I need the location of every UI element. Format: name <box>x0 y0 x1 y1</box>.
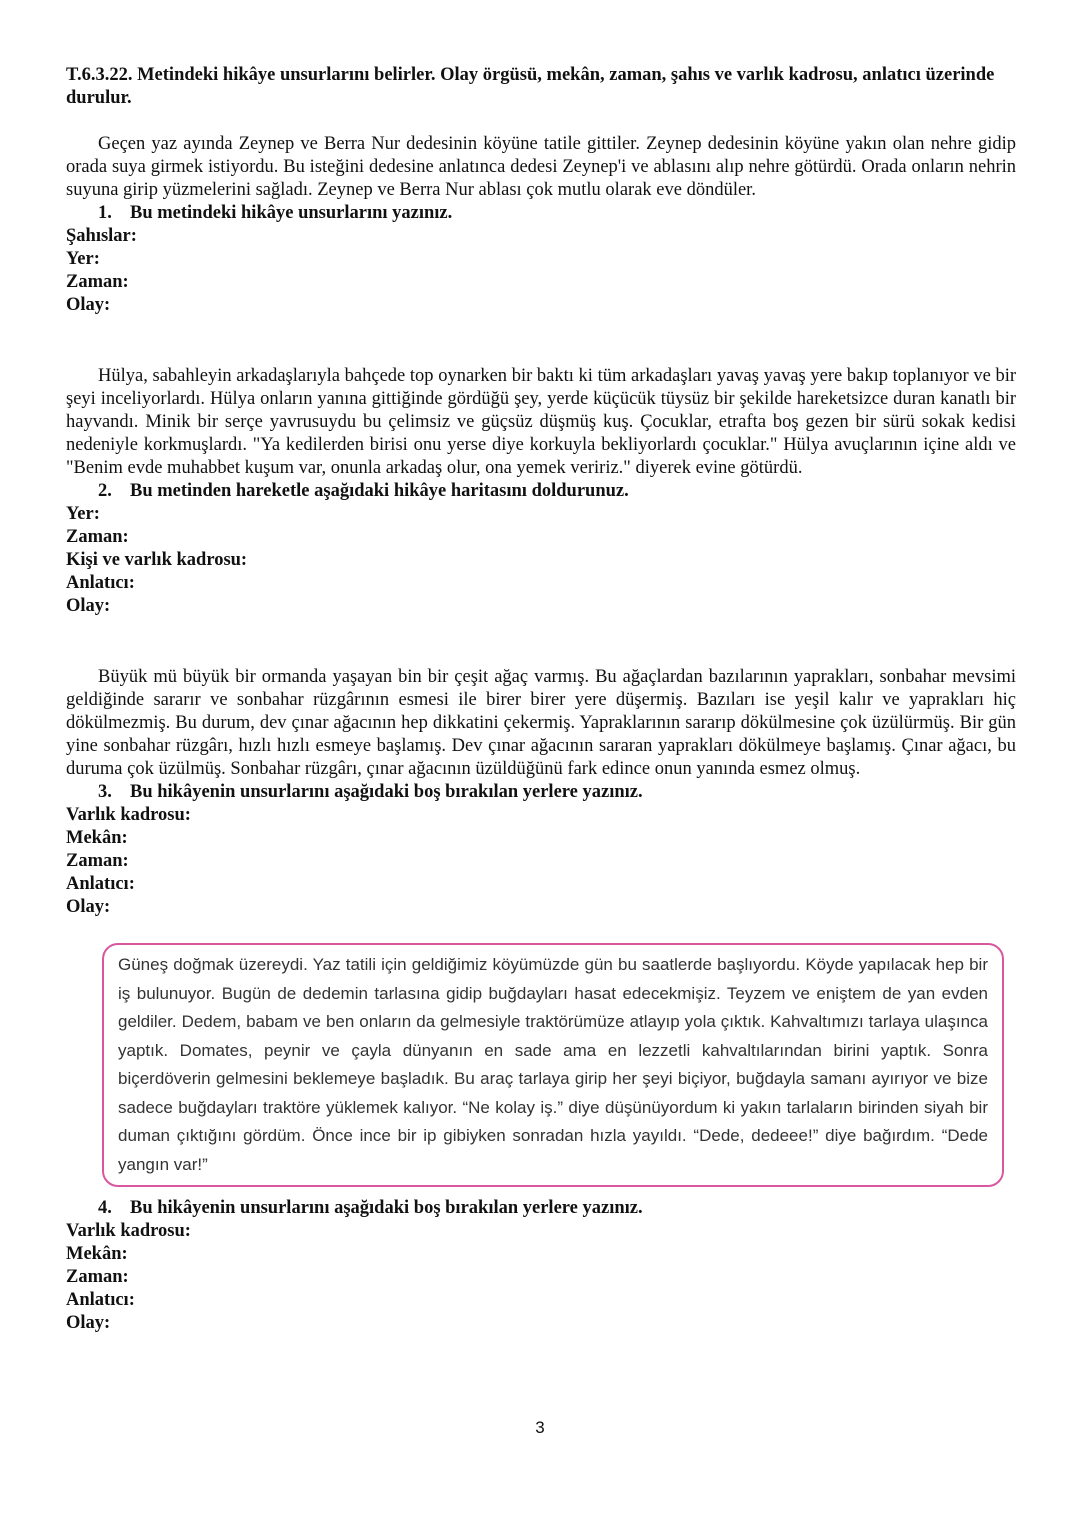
question-1 <box>66 202 1016 225</box>
field-kisi-varlik-kadrosu: Kişi ve varlık kadrosu: <box>66 550 248 570</box>
question-4 <box>66 1197 1016 1220</box>
question-text: Bu hikâyenin unsurlarını aşağıdaki boş bırakılan yerlere yazınız. <box>130 1198 643 1218</box>
story-text-2: Hülya, sabahleyin arkadaşlarıyla bahçede top oynarken bir baktı ki tüm arkadaşları yavaş yavaş yere bakıp toplanıyor ve bir şeyi inceliyorlardı. Hülya onların yanına gittiğinde gördüğü şey, yerde küçücük tüysüz bir şekilde hareketsizce duran kanatlı bir hayvandı. Minik bir serçe yavrusuydu bu çelimsiz ve güçsüz düşmüş kuş. Çocuklar, etrafta boş gezen bir sürü sokak kedisi nedeniyle korkmuşlardı. "Ya kedilerden birisi onu yerse diye korkuyla bekliyorlardı çocuklar." Hülya avuçlarının içine aldı ve "Benim evde muhabbet kuşum var, onunla arkadaş olur, ona yemek veririz." diyerek evine götürdü. <box>66 366 1016 478</box>
question-number: 2. <box>98 481 112 501</box>
worksheet-page <box>66 64 1016 1335</box>
field-zaman: Zaman: <box>66 272 129 292</box>
section-4 <box>66 943 1016 1335</box>
field-sahislar: Şahıslar: <box>66 226 137 246</box>
section-2 <box>66 365 1016 618</box>
story-text-3: Büyük mü büyük bir ormanda yaşayan bin bir çeşit ağaç varmış. Bu ağaçlardan bazılarının yaprakları, sonbahar mevsimi geldiğinde sararır ve sonbahar rüzgârının esmesi ile birer birer yere düşermiş. Bazıları ise yeşil kalır ve yaprakları hiç dökülmezmiş. Bu durum, dev çınar ağacının hep dikkatini çekermiş. Yapraklarının sararıp dökülmesine çok üzülürmüş. Bir gün yine sonbahar rüzgârı, hızlı hızlı esmeye başlamış. Dev çınar ağacının sararan yaprakları dökülmeye başlamış. Çınar ağacı, bu duruma çok üzülmüş. Sonbahar rüzgârı, çınar ağacının üzüldüğünü fark edince onun yanında esmez olmuş. <box>66 667 1016 779</box>
field-anlatici: Anlatıcı: <box>66 573 135 593</box>
field-anlatici: Anlatıcı: <box>66 1290 135 1310</box>
field-zaman: Zaman: <box>66 527 129 547</box>
field-olay: Olay: <box>66 1313 111 1333</box>
question-3 <box>66 781 1016 804</box>
question-text: Bu hikâyenin unsurlarını aşağıdaki boş bırakılan yerlere yazınız. <box>130 782 643 802</box>
field-olay: Olay: <box>66 897 111 917</box>
field-varlik-kadrosu: Varlık kadrosu: <box>66 805 191 825</box>
field-mekan: Mekân: <box>66 828 128 848</box>
question-text: Bu metindeki hikâye unsurlarını yazınız. <box>130 203 453 223</box>
story-text-1: Geçen yaz ayında Zeynep ve Berra Nur dedesinin köyüne tatile gittiler. Zeynep dedesinin köyüne yakın olan nehre gidip orada suya girmek istiyordu. Bu isteğini dedesine anlatınca dedesi Zeynep'i ve ablasını alıp nehre götürdü. Orada onların nehrin suyuna girip yüzmelerini sağladı. Zeynep ve Berra Nur ablası çok mutlu olarak eve döndüler. <box>66 134 1016 200</box>
field-anlatici: Anlatıcı: <box>66 874 135 894</box>
field-yer: Yer: <box>66 249 100 269</box>
question-2 <box>66 480 1016 503</box>
question-number: 3. <box>98 782 112 802</box>
section-3 <box>66 666 1016 919</box>
question-number: 1. <box>98 203 112 223</box>
field-yer: Yer: <box>66 504 100 524</box>
page-number: 3 <box>535 1418 545 1437</box>
field-varlik-kadrosu: Varlık kadrosu: <box>66 1221 191 1241</box>
field-zaman: Zaman: <box>66 851 129 871</box>
field-olay: Olay: <box>66 295 111 315</box>
question-number: 4. <box>98 1198 112 1218</box>
field-olay: Olay: <box>66 596 111 616</box>
field-zaman: Zaman: <box>66 1267 129 1287</box>
field-mekan: Mekân: <box>66 1244 128 1264</box>
section-1 <box>66 133 1016 317</box>
question-text: Bu metinden hareketle aşağıdaki hikâye haritasını doldurunuz. <box>130 481 629 501</box>
objective-heading: T.6.3.22. Metindeki hikâye unsurlarını belirler. Olay örgüsü, mekân, zaman, şahıs ve varlık kadrosu, anlatıcı üzerinde durulur. <box>66 65 995 108</box>
story-text-box: Güneş doğmak üzereydi. Yaz tatili için geldiğimiz köyümüzde gün bu saatlerde başlıyordu. Köyde yapılacak hep bir iş bulunuyor. Bugün de dedemin tarlasına gidip buğdayları hasat edecekmişiz. Teyzem ve eniştem de yan evden geldiler. Dedem, babam ve ben onların da gelmesiyle traktörümüze atlayıp yola çıktık. Kahvaltımızı tarlaya ulaşınca yaptık. Domates, peynir ve çayla dünyanın en sade ama en lezzetli kahvaltılarından birini yaptık. Sonra biçerdöverin gelmesini beklemeye başladık. Bu araç tarlaya girip her şeyi biçiyor, buğdayla samanı ayırıyor ve bize sadece buğdayları traktöre yüklemek kalıyor. “Ne kolay iş.” diye düşünüyordum ki yakın tarlaların birinden siyah bir duman çıktığını gördüm. Önce ince bir ip gibiyken sonradan hızla yayıldı. “Dede, dedeee!” diye bağırdım. “Dede yangın var!” <box>102 943 1004 1187</box>
